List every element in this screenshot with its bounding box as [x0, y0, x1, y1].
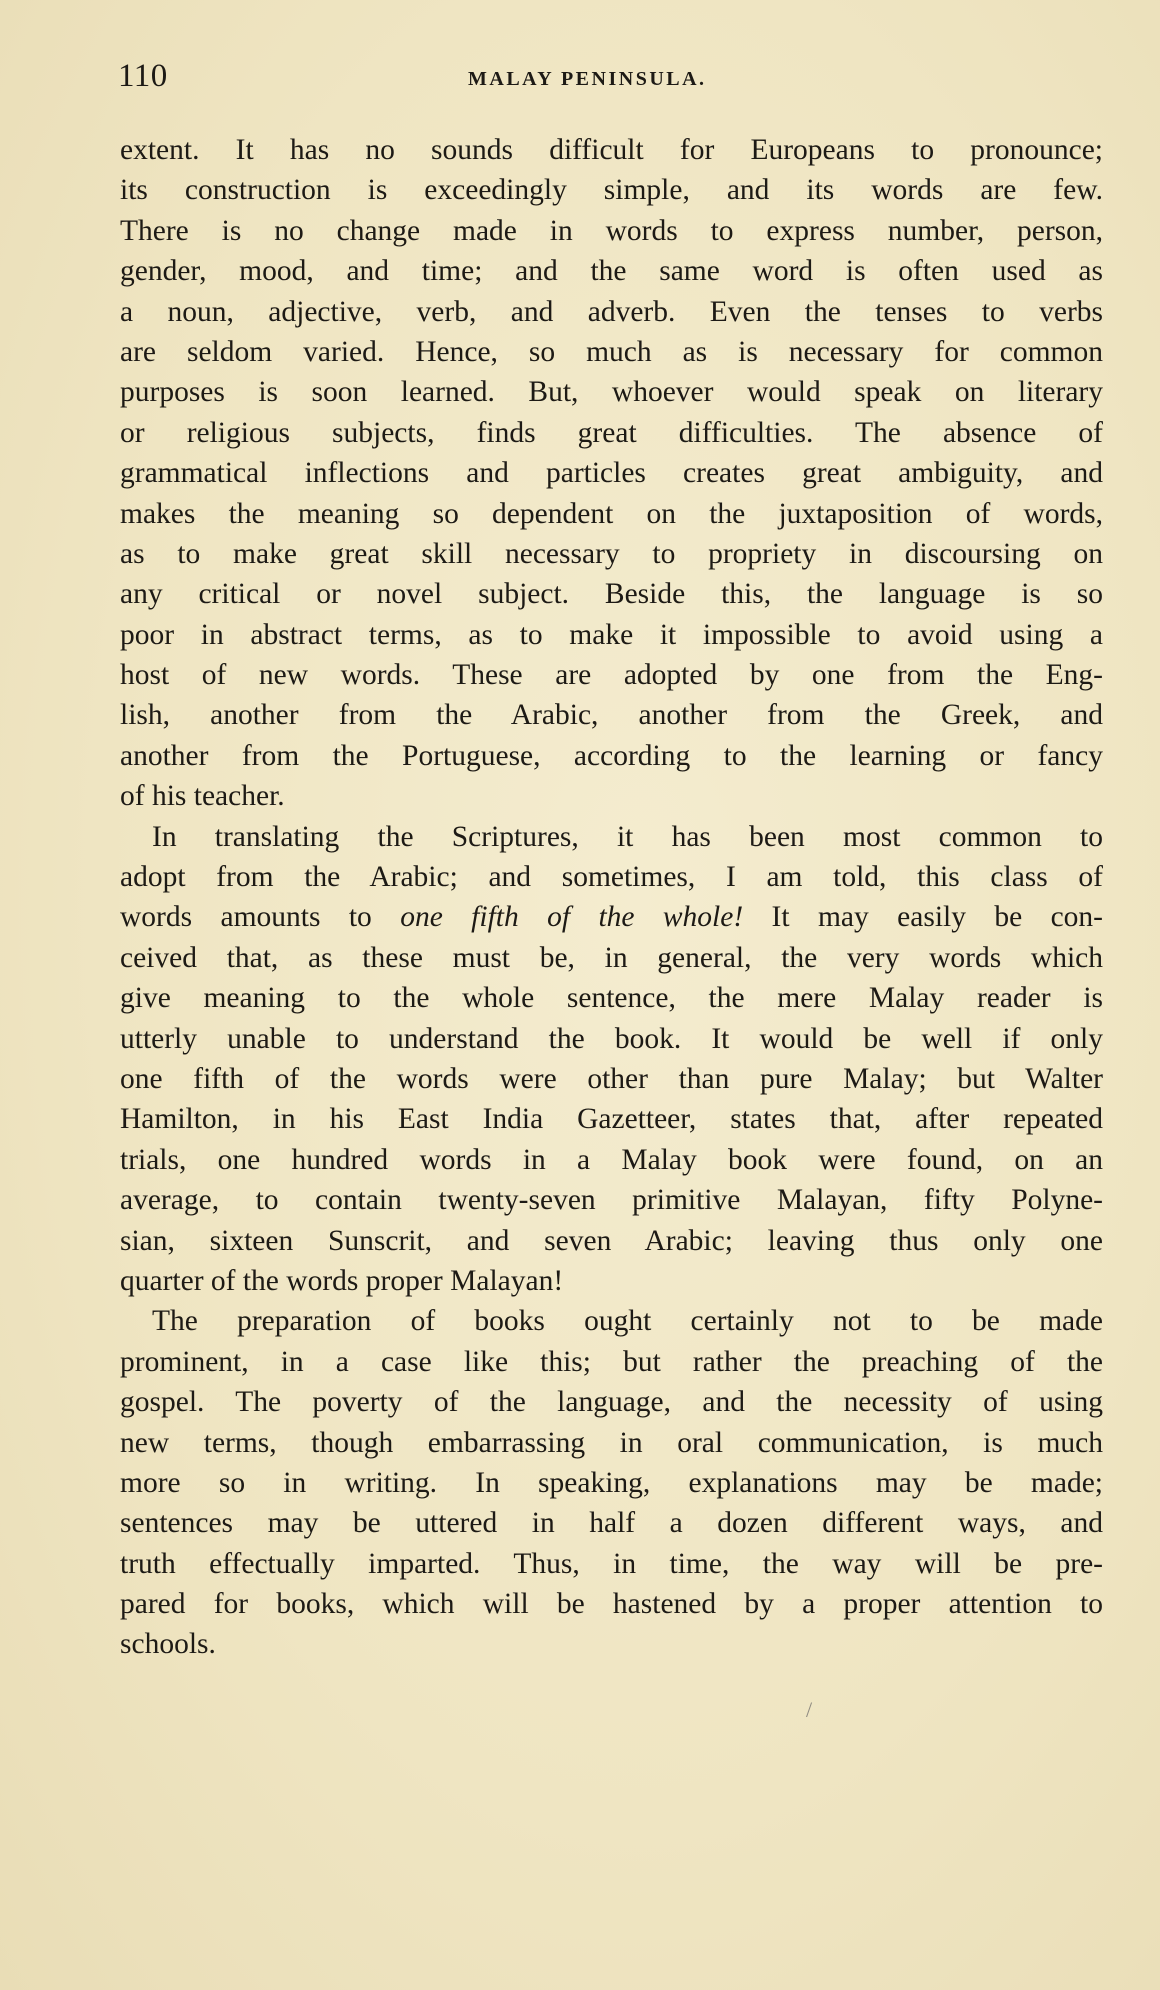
text-line: purposes is soon learned. But, whoever would speak on literary — [120, 376, 1103, 409]
text-line: any critical or novel subject. Beside this, the language is so — [120, 578, 1103, 611]
text-line: as to make great skill necessary to propriety in discoursing on — [120, 537, 1103, 570]
text-line: are seldom varied. Hence, so much as is necessary for common — [120, 335, 1103, 368]
text-line: schools. — [120, 1628, 216, 1661]
text-line: grammatical inflections and particles creates great ambiguity, and — [120, 457, 1103, 490]
text-line: quarter of the words proper Malayan! — [120, 1264, 564, 1297]
paragraph-1 — [120, 130, 1103, 817]
text-line: a noun, adjective, verb, and adverb. Even the tenses to verbs — [120, 295, 1103, 328]
page-number: 110 — [118, 58, 168, 94]
text-line: Hamilton, in his East India Gazetteer, states that, after repeated — [120, 1103, 1103, 1136]
text-line: In translating the Scriptures, it has been most common to — [152, 820, 1103, 853]
text-line: or religious subjects, finds great difficulties. The absence of — [120, 416, 1103, 449]
text-line: host of new words. These are adopted by one from the Eng- — [120, 659, 1103, 692]
text-line: trials, one hundred words in a Malay book were found, on an — [120, 1143, 1103, 1176]
paragraph-2 — [120, 817, 1103, 1302]
text-line: utterly unable to understand the book. It would be well if only — [120, 1022, 1103, 1055]
text-line: poor in abstract terms, as to make it impossible to avoid using a — [120, 618, 1103, 651]
text-segment: It may easily be con- — [743, 901, 1103, 934]
text-line: prominent, in a case like this; but rather the preaching of the — [120, 1345, 1103, 1378]
text-line: truth effectually imparted. Thus, in time, the way will be pre- — [120, 1547, 1103, 1580]
text-line: sentences may be uttered in half a dozen different ways, and — [120, 1507, 1103, 1540]
text-line: extent. It has no sounds difficult for Europeans to pronounce; — [120, 134, 1103, 166]
text-line: another from the Portuguese, according to the learning or fancy — [120, 739, 1103, 772]
text-line: lish, another from the Arabic, another from the Greek, and — [120, 699, 1103, 732]
text-line: makes the meaning so dependent on the juxtaposition of words, — [120, 497, 1103, 530]
text-line: There is no change made in words to express number, person, — [120, 214, 1103, 247]
running-title: MALAY PENINSULA. — [468, 68, 707, 90]
italic-emphasis: one fifth of the whole! — [400, 901, 744, 934]
text-line: gender, mood, and time; and the same word is often used as — [120, 255, 1103, 288]
text-line: more so in writing. In speaking, explanations may be made; — [120, 1466, 1103, 1499]
text-line: of his teacher. — [120, 780, 285, 813]
stray-ink-mark: / — [806, 1697, 813, 1722]
text-line: sian, sixteen Sunscrit, and seven Arabic; leaving thus only one — [120, 1224, 1103, 1257]
text-line: new terms, though embarrassing in oral communication, is much — [120, 1426, 1103, 1459]
text-line: one fifth of the words were other than pure Malay; but Walter — [120, 1062, 1103, 1095]
text-line: its construction is exceedingly simple, and its words are few. — [120, 174, 1103, 207]
text-line: ceived that, as these must be, in general, the very words which — [120, 941, 1103, 974]
page-header — [118, 58, 1098, 102]
paragraph-3 — [120, 1301, 1103, 1665]
text-line: average, to contain twenty-seven primitive Malayan, fifty Polyne- — [120, 1184, 1103, 1217]
text-line: The preparation of books ought certainly not to be made — [152, 1305, 1103, 1338]
body-text — [120, 130, 1103, 1665]
text-line — [120, 897, 1103, 937]
text-line: pared for books, which will be hastened by a proper attention to — [120, 1588, 1103, 1621]
text-segment: words amounts to — [120, 901, 401, 934]
text-line: adopt from the Arabic; and sometimes, I am told, this class of — [120, 861, 1103, 894]
text-line: gospel. The poverty of the language, and the necessity of using — [120, 1386, 1103, 1419]
text-line: give meaning to the whole sentence, the mere Malay reader is — [120, 982, 1103, 1015]
